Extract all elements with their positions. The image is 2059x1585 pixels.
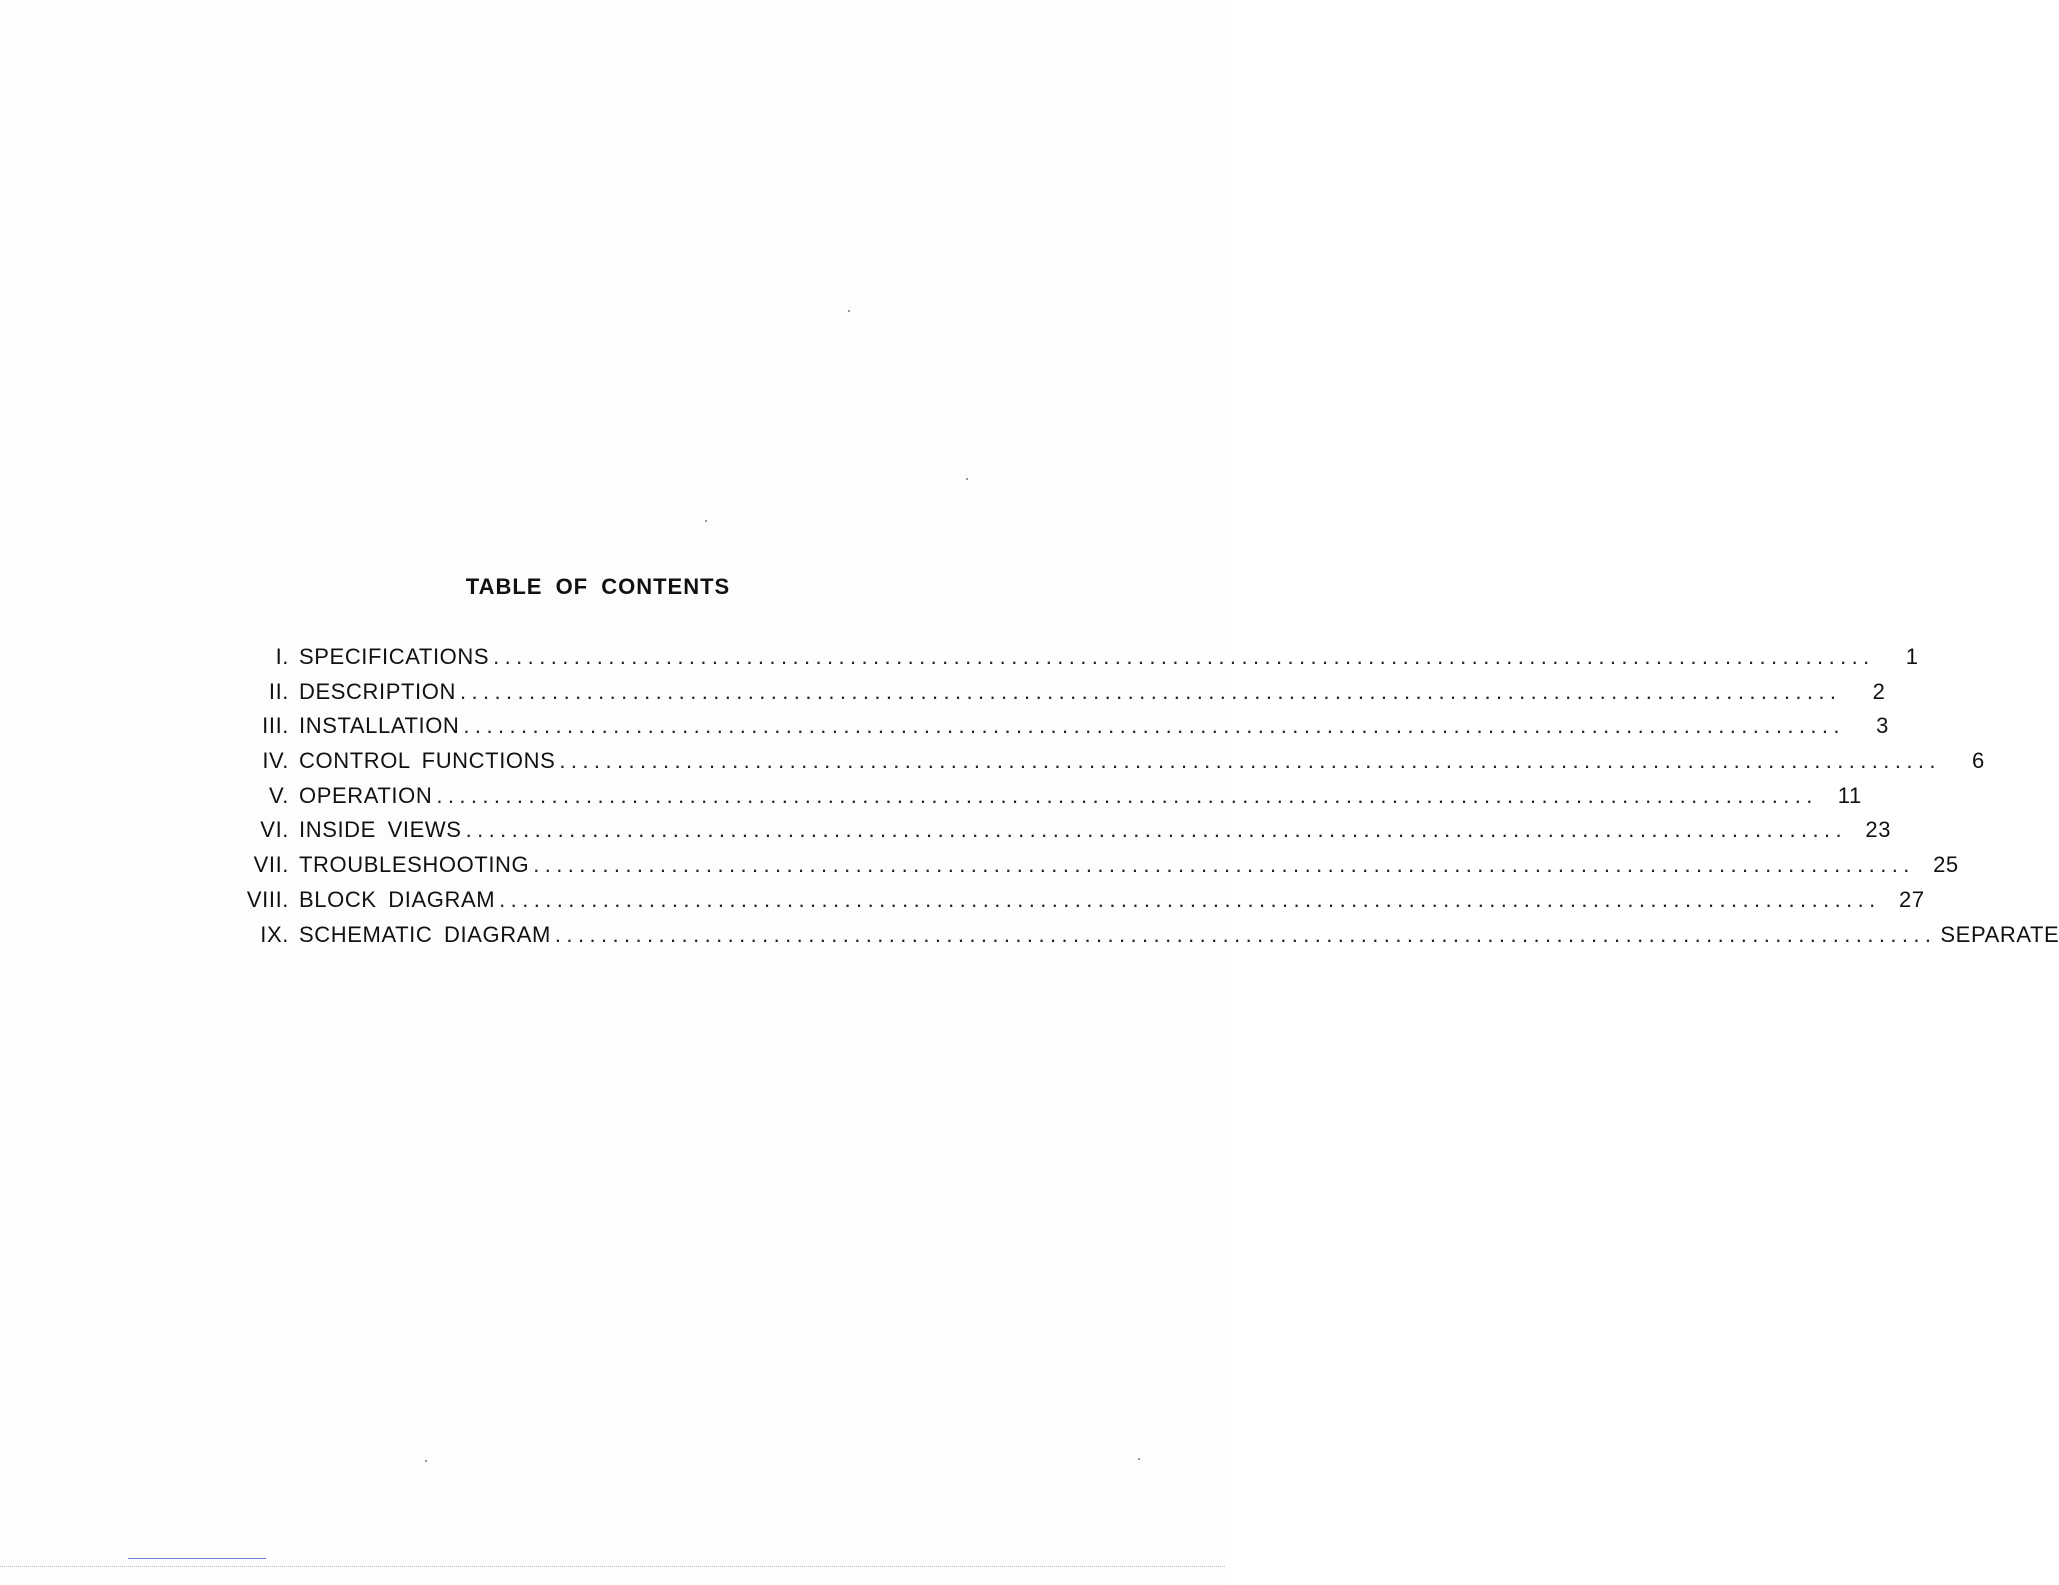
scan-speck <box>966 478 968 480</box>
toc-entry-label: DESCRIPTION <box>299 678 456 704</box>
toc-entry <box>225 781 1862 816</box>
toc-entry-label: SCHEMATIC DIAGRAM <box>299 921 551 947</box>
toc-entry <box>225 850 1959 885</box>
dot-leader: ........................................................................................................................ <box>463 713 1845 739</box>
toc-entry-page: 3 <box>1876 713 1889 739</box>
dot-leader: ........................................................................................................................ <box>465 817 1848 843</box>
dot-leader: ........................................................................................................................ <box>499 886 1881 912</box>
toc-entry-page: 25 <box>1933 852 1959 878</box>
toc-entry-number: VI. <box>260 817 289 843</box>
dot-leader: ........................................................................................................................ <box>559 748 1941 774</box>
toc-entry <box>225 885 1925 920</box>
scan-edge-line <box>128 1558 266 1559</box>
toc-entry-page: 27 <box>1898 886 1925 912</box>
toc-entry-number: V. <box>269 782 289 808</box>
toc-entry-page: 6 <box>1972 748 1985 774</box>
dot-leader: ........................................................................................................................ <box>554 921 1937 947</box>
toc-entry-label: BLOCK DIAGRAM <box>299 886 496 912</box>
toc-title: TABLE OF CONTENTS <box>465 574 731 599</box>
toc-entry-number: IV. <box>262 748 289 774</box>
toc-entry-number: VII. <box>253 852 289 878</box>
scan-speck <box>705 520 707 522</box>
toc-list <box>225 642 2059 954</box>
toc-entry-number: VIII. <box>246 886 289 912</box>
toc-entry-number: III. <box>262 713 289 739</box>
toc-entry <box>225 711 1889 746</box>
toc-entry-number: IX. <box>260 921 289 947</box>
toc-entry <box>225 677 1886 712</box>
dot-leader: ........................................................................................................................ <box>436 782 1818 808</box>
toc-entry-label: INSTALLATION <box>299 713 460 739</box>
scan-edge-rule <box>0 1566 1225 1568</box>
scan-speck <box>1138 1458 1140 1460</box>
toc-entry-page: 2 <box>1872 678 1886 704</box>
toc-entry-number: I. <box>275 644 289 669</box>
toc-entry <box>225 642 1919 677</box>
toc-entry-page: 11 <box>1837 782 1862 808</box>
toc-entry-number: II. <box>268 678 289 704</box>
toc-entry <box>225 815 1892 850</box>
dot-leader: ........................................................................................................................ <box>493 644 1875 669</box>
toc-entry-label: INSIDE VIEWS <box>299 817 462 843</box>
toc-entry-label: SPECIFICATIONS <box>299 644 490 669</box>
toc-entry <box>225 746 1985 781</box>
toc-entry-page: 23 <box>1865 817 1892 843</box>
toc-entry-label: CONTROL FUNCTIONS <box>299 748 556 774</box>
scan-speck <box>425 1460 427 1462</box>
toc-entry <box>225 920 2059 955</box>
toc-entry-page: 1 <box>1905 644 1919 669</box>
toc-entry-label: TROUBLESHOOTING <box>299 852 530 878</box>
dot-leader: ........................................................................................................................ <box>533 852 1915 878</box>
toc-entry-page: SEPARATE <box>1940 921 2059 947</box>
toc-entry-label: OPERATION <box>299 782 433 808</box>
scan-speck <box>848 310 850 312</box>
dot-leader: ........................................................................................................................ <box>459 678 1842 704</box>
